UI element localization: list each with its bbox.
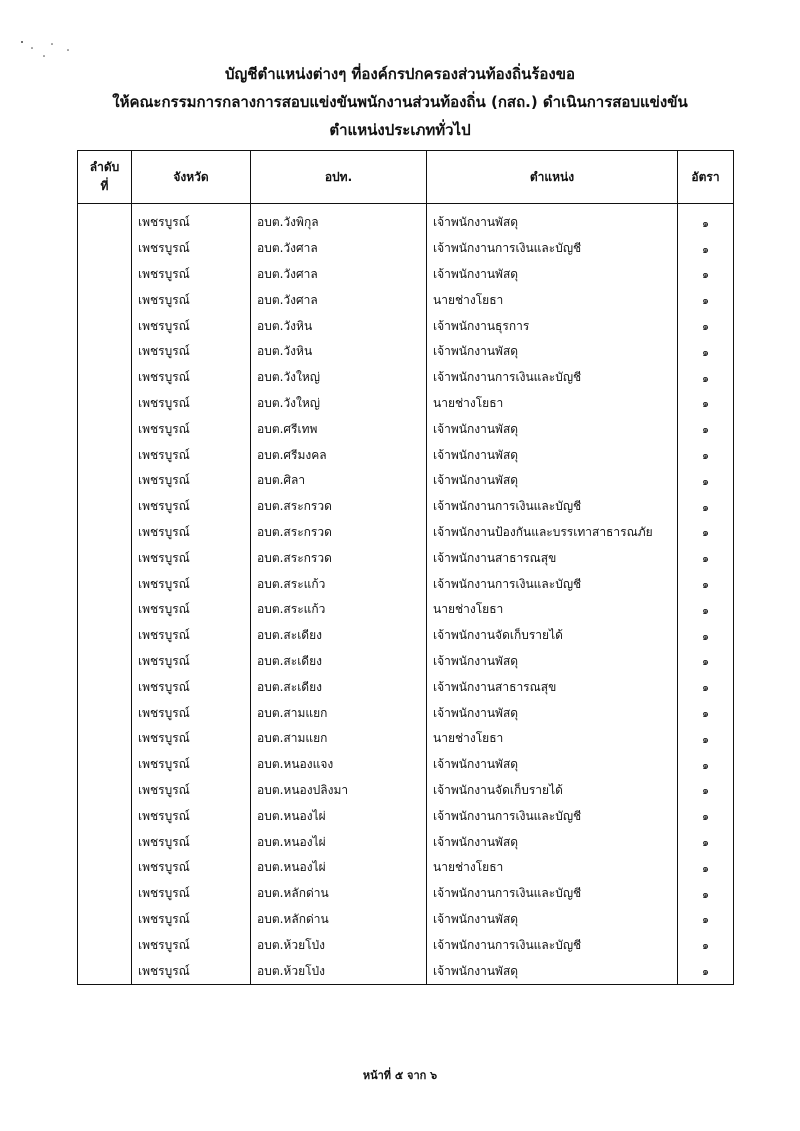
row-number (78, 339, 132, 365)
table-row (78, 520, 734, 546)
row-number (78, 907, 132, 933)
province-cell: เพชรบูรณ์ (132, 597, 251, 623)
province-cell: เพชรบูรณ์ (132, 339, 251, 365)
rate-cell: ๑ (678, 958, 734, 984)
position-cell: เจ้าพนักงานพัสดุ (427, 416, 678, 442)
position-cell: เจ้าพนักงานการเงินและบัญชี (427, 494, 678, 520)
position-cell: เจ้าพนักงานการเงินและบัญชี (427, 932, 678, 958)
province-cell: เพชรบูรณ์ (132, 803, 251, 829)
province-cell: เพชรบูรณ์ (132, 726, 251, 752)
rate-cell: ๑ (678, 442, 734, 468)
page-number: หน้าที่ ๕ จาก ๖ (362, 1069, 438, 1082)
table-row (78, 855, 734, 881)
province-cell: เพชรบูรณ์ (132, 752, 251, 778)
position-cell: เจ้าพนักงานสาธารณสุข (427, 674, 678, 700)
province-cell: เพชรบูรณ์ (132, 494, 251, 520)
org-cell: อบต.ห้วยโป่ง (251, 932, 427, 958)
org-cell: อบต.วังใหญ่ (251, 365, 427, 391)
table-row (78, 932, 734, 958)
province-cell: เพชรบูรณ์ (132, 545, 251, 571)
table-row (78, 700, 734, 726)
row-number (78, 674, 132, 700)
row-number (78, 700, 132, 726)
rate-cell: ๑ (678, 468, 734, 494)
rate-cell: ๑ (678, 726, 734, 752)
table-row (78, 416, 734, 442)
org-cell: อบต.หนองปลิงมา (251, 778, 427, 804)
rate-cell: ๑ (678, 700, 734, 726)
table-row (78, 313, 734, 339)
position-cell: เจ้าพนักงานการเงินและบัญชี (427, 365, 678, 391)
org-cell: อบต.ห้วยโป่ง (251, 958, 427, 984)
table-row (78, 204, 734, 236)
org-cell: อบต.วังใหญ่ (251, 391, 427, 417)
position-cell: นายช่างโยธา (427, 597, 678, 623)
position-cell: เจ้าพนักงานพัสดุ (427, 442, 678, 468)
org-cell: อบต.หนองไผ่ (251, 803, 427, 829)
row-number (78, 287, 132, 313)
province-cell: เพชรบูรณ์ (132, 391, 251, 417)
province-cell: เพชรบูรณ์ (132, 571, 251, 597)
org-cell: อบต.สามแยก (251, 726, 427, 752)
row-number (78, 416, 132, 442)
position-cell: เจ้าพนักงานธุรการ (427, 313, 678, 339)
position-cell: เจ้าพนักงานจัดเก็บรายได้ (427, 778, 678, 804)
org-cell: อบต.สะเดียง (251, 674, 427, 700)
rate-cell: ๑ (678, 520, 734, 546)
row-number (78, 204, 132, 236)
row-number (78, 262, 132, 288)
table-row (78, 623, 734, 649)
row-number (78, 236, 132, 262)
position-cell: นายช่างโยธา (427, 726, 678, 752)
table-row (78, 391, 734, 417)
org-cell: อบต.สระกรวด (251, 520, 427, 546)
province-cell: เพชรบูรณ์ (132, 855, 251, 881)
org-cell: อบต.หนองแจง (251, 752, 427, 778)
rate-cell: ๑ (678, 313, 734, 339)
rate-cell: ๑ (678, 649, 734, 675)
table-row (78, 752, 734, 778)
document-title-line-2: ให้คณะกรรมการกลางการสอบแข่งขันพนักงานส่วนท้องถิ่น (กสถ.) ดำเนินการสอบแข่งขัน (112, 93, 688, 111)
province-cell: เพชรบูรณ์ (132, 881, 251, 907)
table-row (78, 236, 734, 262)
rate-cell: ๑ (678, 623, 734, 649)
province-cell: เพชรบูรณ์ (132, 700, 251, 726)
province-cell: เพชรบูรณ์ (132, 520, 251, 546)
position-cell: เจ้าพนักงานพัสดุ (427, 262, 678, 288)
table-row (78, 597, 734, 623)
province-cell: เพชรบูรณ์ (132, 674, 251, 700)
rate-cell: ๑ (678, 597, 734, 623)
table-row (78, 571, 734, 597)
row-number (78, 829, 132, 855)
row-number (78, 932, 132, 958)
org-cell: อบต.สะเดียง (251, 623, 427, 649)
rate-cell: ๑ (678, 855, 734, 881)
org-cell: อบต.หลักด่าน (251, 881, 427, 907)
table-row (78, 881, 734, 907)
position-cell: เจ้าพนักงานพัสดุ (427, 752, 678, 778)
org-cell: อบต.สระกรวด (251, 545, 427, 571)
org-cell: อบต.ศิลา (251, 468, 427, 494)
table-header-row (78, 151, 734, 204)
position-cell: เจ้าพนักงานการเงินและบัญชี (427, 236, 678, 262)
rate-cell: ๑ (678, 494, 734, 520)
row-number (78, 520, 132, 546)
row-number (78, 468, 132, 494)
document-title-line-1: บัญชีตำแหน่งต่างๆ ที่องค์กรปกครองส่วนท้องถิ่นร้องขอ (224, 65, 575, 83)
position-cell: นายช่างโยธา (427, 855, 678, 881)
column-header-position: ตำแหน่ง (427, 151, 678, 204)
position-cell: เจ้าพนักงานการเงินและบัญชี (427, 571, 678, 597)
row-number (78, 623, 132, 649)
rate-cell: ๑ (678, 262, 734, 288)
row-number (78, 545, 132, 571)
rate-cell: ๑ (678, 545, 734, 571)
org-cell: อบต.สามแยก (251, 700, 427, 726)
org-cell: อบต.วังศาล (251, 287, 427, 313)
org-cell: อบต.วังหิน (251, 313, 427, 339)
rate-cell: ๑ (678, 881, 734, 907)
position-cell: เจ้าพนักงานพัสดุ (427, 339, 678, 365)
row-number (78, 571, 132, 597)
position-cell: เจ้าพนักงานพัสดุ (427, 468, 678, 494)
row-number (78, 442, 132, 468)
province-cell: เพชรบูรณ์ (132, 313, 251, 339)
row-number (78, 752, 132, 778)
table-row (78, 494, 734, 520)
org-cell: อบต.สระแก้ว (251, 571, 427, 597)
rate-cell: ๑ (678, 571, 734, 597)
rate-cell: ๑ (678, 674, 734, 700)
org-cell: อบต.สระกรวด (251, 494, 427, 520)
province-cell: เพชรบูรณ์ (132, 468, 251, 494)
position-cell: เจ้าพนักงานป้องกันและบรรเทาสาธารณภัย (427, 520, 678, 546)
org-cell: อบต.วังหิน (251, 339, 427, 365)
row-number (78, 649, 132, 675)
org-cell: อบต.สะเดียง (251, 649, 427, 675)
province-cell: เพชรบูรณ์ (132, 829, 251, 855)
org-cell: อบต.หลักด่าน (251, 907, 427, 933)
rate-cell: ๑ (678, 752, 734, 778)
table-row (78, 468, 734, 494)
rate-cell: ๑ (678, 287, 734, 313)
rate-cell: ๑ (678, 932, 734, 958)
table-row (78, 726, 734, 752)
rate-cell: ๑ (678, 829, 734, 855)
column-header-rate: อัตรา (678, 151, 734, 204)
row-number (78, 855, 132, 881)
row-number (78, 803, 132, 829)
row-number (78, 958, 132, 984)
table-row (78, 365, 734, 391)
rate-cell: ๑ (678, 907, 734, 933)
table-row (78, 442, 734, 468)
table-row (78, 287, 734, 313)
table-row (78, 803, 734, 829)
table-row (78, 907, 734, 933)
province-cell: เพชรบูรณ์ (132, 649, 251, 675)
rate-cell: ๑ (678, 416, 734, 442)
province-cell: เพชรบูรณ์ (132, 416, 251, 442)
row-number (78, 881, 132, 907)
rate-cell: ๑ (678, 204, 734, 236)
province-cell: เพชรบูรณ์ (132, 287, 251, 313)
rate-cell: ๑ (678, 236, 734, 262)
document-title-line-3: ตำแหน่งประเภททั่วไป (329, 121, 471, 139)
row-number (78, 494, 132, 520)
org-cell: อบต.สระแก้ว (251, 597, 427, 623)
table-row (78, 339, 734, 365)
row-number (78, 365, 132, 391)
row-number (78, 778, 132, 804)
position-cell: เจ้าพนักงานการเงินและบัญชี (427, 803, 678, 829)
org-cell: อบต.วังศาล (251, 262, 427, 288)
province-cell: เพชรบูรณ์ (132, 262, 251, 288)
position-cell: เจ้าพนักงานสาธารณสุข (427, 545, 678, 571)
province-cell: เพชรบูรณ์ (132, 958, 251, 984)
province-cell: เพชรบูรณ์ (132, 778, 251, 804)
column-header-org: อปท. (251, 151, 427, 204)
table-row (78, 674, 734, 700)
position-cell: นายช่างโยธา (427, 391, 678, 417)
org-cell: อบต.หนองไผ่ (251, 829, 427, 855)
org-cell: อบต.วังศาล (251, 236, 427, 262)
position-cell: เจ้าพนักงานพัสดุ (427, 958, 678, 984)
row-number (78, 726, 132, 752)
position-cell: เจ้าพนักงานพัสดุ (427, 700, 678, 726)
rate-cell: ๑ (678, 391, 734, 417)
row-number (78, 391, 132, 417)
province-cell: เพชรบูรณ์ (132, 365, 251, 391)
province-cell: เพชรบูรณ์ (132, 623, 251, 649)
org-cell: อบต.ศรีเทพ (251, 416, 427, 442)
table-row (78, 545, 734, 571)
org-cell: อบต.หนองไผ่ (251, 855, 427, 881)
province-cell: เพชรบูรณ์ (132, 932, 251, 958)
position-cell: นายช่างโยธา (427, 287, 678, 313)
table-row (78, 829, 734, 855)
table-row (78, 958, 734, 984)
column-header-province: จังหวัด (132, 151, 251, 204)
position-table (77, 150, 734, 985)
position-cell: เจ้าพนักงานพัสดุ (427, 829, 678, 855)
table-row (78, 778, 734, 804)
position-cell: เจ้าพนักงานจัดเก็บรายได้ (427, 623, 678, 649)
row-number (78, 313, 132, 339)
province-cell: เพชรบูรณ์ (132, 442, 251, 468)
province-cell: เพชรบูรณ์ (132, 907, 251, 933)
rate-cell: ๑ (678, 778, 734, 804)
rate-cell: ๑ (678, 803, 734, 829)
table-row (78, 262, 734, 288)
rate-cell: ๑ (678, 365, 734, 391)
province-cell: เพชรบูรณ์ (132, 204, 251, 236)
position-cell: เจ้าพนักงานพัสดุ (427, 204, 678, 236)
rate-cell: ๑ (678, 339, 734, 365)
position-cell: เจ้าพนักงานพัสดุ (427, 907, 678, 933)
province-cell: เพชรบูรณ์ (132, 236, 251, 262)
row-number (78, 597, 132, 623)
org-cell: อบต.วังพิกุล (251, 204, 427, 236)
org-cell: อบต.ศรีมงคล (251, 442, 427, 468)
column-header-no: ลำดับ ที่ (78, 151, 132, 204)
position-cell: เจ้าพนักงานการเงินและบัญชี (427, 881, 678, 907)
table-row (78, 649, 734, 675)
position-cell: เจ้าพนักงานพัสดุ (427, 649, 678, 675)
